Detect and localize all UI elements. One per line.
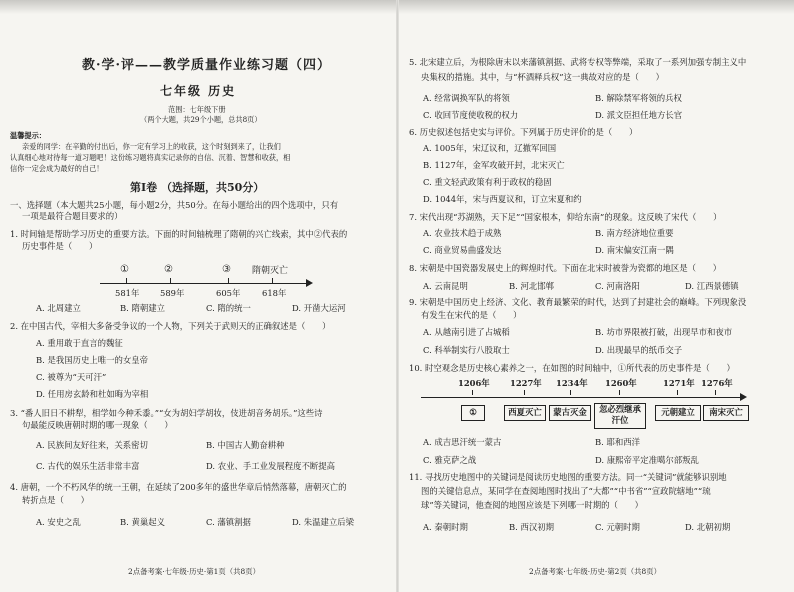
option-c[interactable]: C. 被尊为“天可汗” [36, 372, 107, 382]
q11-stem: 图的关键信息点，某同学在查阅地图时找出了“大都”“中书省”“宣政院辖地”“琉 [421, 486, 711, 496]
option-d[interactable]: D. 北朝初期 [685, 522, 731, 532]
option-c[interactable]: C. 古代的娱乐生活非常丰富 [36, 461, 140, 471]
option-a[interactable]: A. 经常调换军队的将领 [423, 93, 510, 103]
part1-instruction: 一项是最符合题目要求的） [22, 211, 123, 221]
timeline-tick [619, 390, 620, 395]
right-page [399, 0, 794, 592]
section-title: 第Ⅰ卷 （选择题，共50分） [130, 181, 265, 194]
q1-stem: 1. 时间轴是帮助学习历史的重要方法。下面的时间轴梳理了隋朝的兴亡线索，其中②代表的 [10, 229, 348, 239]
option-d[interactable]: D. 开凿大运河 [292, 303, 346, 313]
exam-scope-detail: （两个大题，共29个小题，总共8页） [140, 115, 262, 124]
option-b[interactable]: B. 南方经济地位重要 [595, 228, 674, 238]
tips-title: 温馨提示： [10, 131, 46, 140]
q2-stem: 2. 在中国古代，宰相大多备受争议的一个人物，下列关于武则天的正确叙述是（ ） [10, 321, 331, 331]
page-footer: 2点备考案·七年级·历史·第1页（共8页） [128, 567, 261, 576]
timeline-year: 618年 [262, 288, 287, 298]
option-d[interactable]: D. 农业、手工业发展程度不断提高 [206, 461, 335, 471]
option-a[interactable]: A. 民族间友好往来，关系密切 [36, 440, 148, 450]
option-a[interactable]: A. 成吉思汗统一蒙古 [423, 437, 502, 447]
option-c[interactable]: C. 河南洛阳 [595, 281, 640, 291]
option-a[interactable]: A. 农业技术趋于成熟 [423, 228, 502, 238]
timeline-tick [170, 278, 171, 283]
tips-line: 认真细心地对待每一道习题吧！这份练习题将真实记录你的自信、沉着、智慧和收获，相 [10, 153, 291, 162]
timeline-tick [677, 390, 678, 395]
option-c[interactable]: C. 雅克萨之战 [423, 455, 477, 465]
option-a[interactable]: A. 从越南引进了占城稻 [423, 327, 510, 337]
q1-stem: 历史事件是（ ） [22, 241, 98, 251]
q9-stem: 9. 宋朝是中国历史上经济、文化、教育最繁荣的时代，达到了封建社会的巅峰。下列现象没 [409, 297, 747, 307]
option-b[interactable]: B. 黄巢起义 [120, 517, 165, 527]
option-c[interactable]: C. 商业贸易曲盛发达 [423, 245, 502, 255]
option-a[interactable]: A. 北周建立 [36, 303, 81, 313]
q8-stem: 8. 宋朝是中国瓷器发展史上的辉煌时代。下面在北宋时被誉为瓷都的地区是（ ） [409, 263, 722, 273]
timeline-box: ① [461, 405, 485, 421]
timeline-year: 1227年 [510, 378, 542, 388]
timeline-tick [272, 278, 273, 283]
option-a[interactable]: A. 秦朝时期 [423, 522, 468, 532]
left-page [0, 0, 396, 592]
option-d[interactable]: D. 江西景德镇 [685, 281, 739, 291]
timeline-year: 1260年 [605, 378, 637, 388]
option-b[interactable]: B. 1127年，金军攻破开封，北宋灭亡 [423, 160, 565, 170]
option-b[interactable]: B. 坊市界限被打破，出现早市和夜市 [595, 327, 733, 337]
option-b[interactable]: B. 耶和西洋 [595, 437, 640, 447]
option-b[interactable]: B. 隋朝建立 [120, 303, 165, 313]
timeline-mark: ① [120, 264, 129, 275]
timeline-mark: ② [164, 264, 173, 275]
arrow-icon [306, 279, 313, 287]
option-c[interactable]: C. 科举制实行八股取士 [423, 345, 510, 355]
option-d[interactable]: D. 康熙帝平定准噶尔部叛乱 [595, 455, 699, 465]
option-d[interactable]: D. 1044年，宋与西夏议和，订立宋夏和约 [423, 194, 582, 204]
q3-stem: 句最能反映唐朝时期的哪一现象（ ） [22, 420, 173, 430]
q11-stem: 11. 寻找历史地图中的关键词是阅读历史地图的重要方法。同一“关键词”就能够识别地 [409, 472, 727, 482]
exam-scope: 范围：七年级下册 [168, 105, 226, 114]
option-d[interactable]: D. 出现最早的纸币交子 [595, 345, 683, 355]
q11-stem: 球”等关键词，他查阅的地图应该是下列哪一时期的（ ） [421, 500, 644, 510]
timeline-tick [126, 278, 127, 283]
option-c[interactable]: C. 藩镇割据 [206, 517, 251, 527]
arrow-icon [740, 393, 747, 401]
tips-line: 亲爱的同学：在辛勤的付出后，你一定有学习上的收获，这个时刻到来了，让我们 [22, 142, 281, 151]
timeline-year: 605年 [216, 288, 241, 298]
option-c[interactable]: C. 隋的统一 [206, 303, 251, 313]
option-b[interactable]: B. 河北邯郸 [509, 281, 554, 291]
option-d[interactable]: D. 任用房玄龄和杜如晦为宰相 [36, 389, 149, 399]
timeline-tick [715, 390, 716, 395]
timeline-tick [524, 390, 525, 395]
tips-line: 信你一定会成为最好的自己！ [10, 164, 104, 173]
option-a[interactable]: A. 云南昆明 [423, 281, 468, 291]
option-d[interactable]: D. 派文臣担任地方长官 [595, 110, 683, 120]
timeline-year: 1271年 [663, 378, 695, 388]
timeline-year: 1276年 [701, 378, 733, 388]
timeline-box: 蒙古灭金 [549, 405, 591, 421]
timeline-box: 南宋灭亡 [703, 405, 749, 421]
option-b[interactable]: B. 西汉初期 [509, 522, 554, 532]
option-d[interactable]: D. 朱温建立后梁 [292, 517, 354, 527]
timeline-box: 元朝建立 [655, 405, 701, 421]
timeline-tick [472, 390, 473, 395]
part1-instruction: 一、选择题（本大题共25小题，每小题2分，共50分。在每小题给出的四个选项中，只有 [10, 200, 339, 210]
timeline-mark: 隋朝灭亡 [252, 266, 289, 276]
q9-stem: 有发生在宋代的是（ ） [421, 310, 522, 320]
timeline-mark: ③ [222, 264, 231, 275]
timeline-year: 589年 [160, 288, 185, 298]
timeline-box: 西夏灭亡 [504, 405, 546, 421]
exam-subtitle: 七年级 历史 [160, 84, 237, 98]
q5-stem: 5. 北宋建立后，为根除唐末以来藩镇割据、武将专权等弊端，采取了一系列加强专制主义中 [409, 57, 747, 67]
timeline-year: 581年 [115, 288, 140, 298]
timeline-year: 1206年 [458, 378, 490, 388]
page-footer: 2点备考案·七年级·历史·第2页（共8页） [529, 567, 662, 576]
exam-title: 教·学·评——教学质量作业练习题（四） [82, 58, 332, 73]
q3-stem: 3. “番人旧日不耕犁，相学如今种禾黍。”“女为胡妇学胡妆，伎进胡音务胡乐。”这些诗 [10, 408, 323, 418]
option-b[interactable]: B. 是我国历史上唯一的女皇帝 [36, 355, 148, 365]
q5-stem: 央集权的措施。其中，与“杯酒释兵权”这一典故对应的是（ ） [421, 72, 665, 82]
timeline-box: 忽必烈继承汗位 [594, 403, 646, 429]
option-b[interactable]: B. 中国古人勤奋耕种 [206, 440, 285, 450]
option-c[interactable]: C. 收回节度使收税的权力 [423, 110, 519, 120]
option-c[interactable]: C. 重文轻武政策有利于政权的稳固 [423, 177, 552, 187]
option-b[interactable]: B. 解除禁军将领的兵权 [595, 93, 682, 103]
option-a[interactable]: A. 安史之乱 [36, 517, 81, 527]
q7-stem: 7. 宋代出现“苏湖熟，天下足”“国家根本，仰给东南”的现象。这反映了宋代（ ） [409, 212, 722, 222]
timeline-tick [570, 390, 571, 395]
timeline-axis [100, 283, 310, 284]
option-c[interactable]: C. 元朝时期 [595, 522, 640, 532]
timeline-axis [421, 397, 743, 398]
option-a[interactable]: A. 重用敢于直言的魏征 [36, 338, 123, 348]
q4-stem: 4. 唐朝，一个不朽风华的统一王朝，在延续了200多年的盛世华章后悄然落幕，唐朝灭亡的 [10, 482, 347, 492]
q10-stem: 10. 时空观念是历史核心素养之一，在如图的时间轴中，①所代表的历史事件是（ ） [409, 363, 735, 373]
timeline-year: 1234年 [556, 378, 588, 388]
timeline-tick [228, 278, 229, 283]
option-a[interactable]: A. 1005年，宋辽议和，辽撤军回国 [423, 143, 557, 153]
option-d[interactable]: D. 南宋偏安江南一隅 [595, 245, 674, 255]
q4-stem: 转折点是（ ） [22, 495, 89, 505]
q6-stem: 6. 历史叙述包括史实与评价。下列属于历史评价的是（ ） [409, 127, 638, 137]
